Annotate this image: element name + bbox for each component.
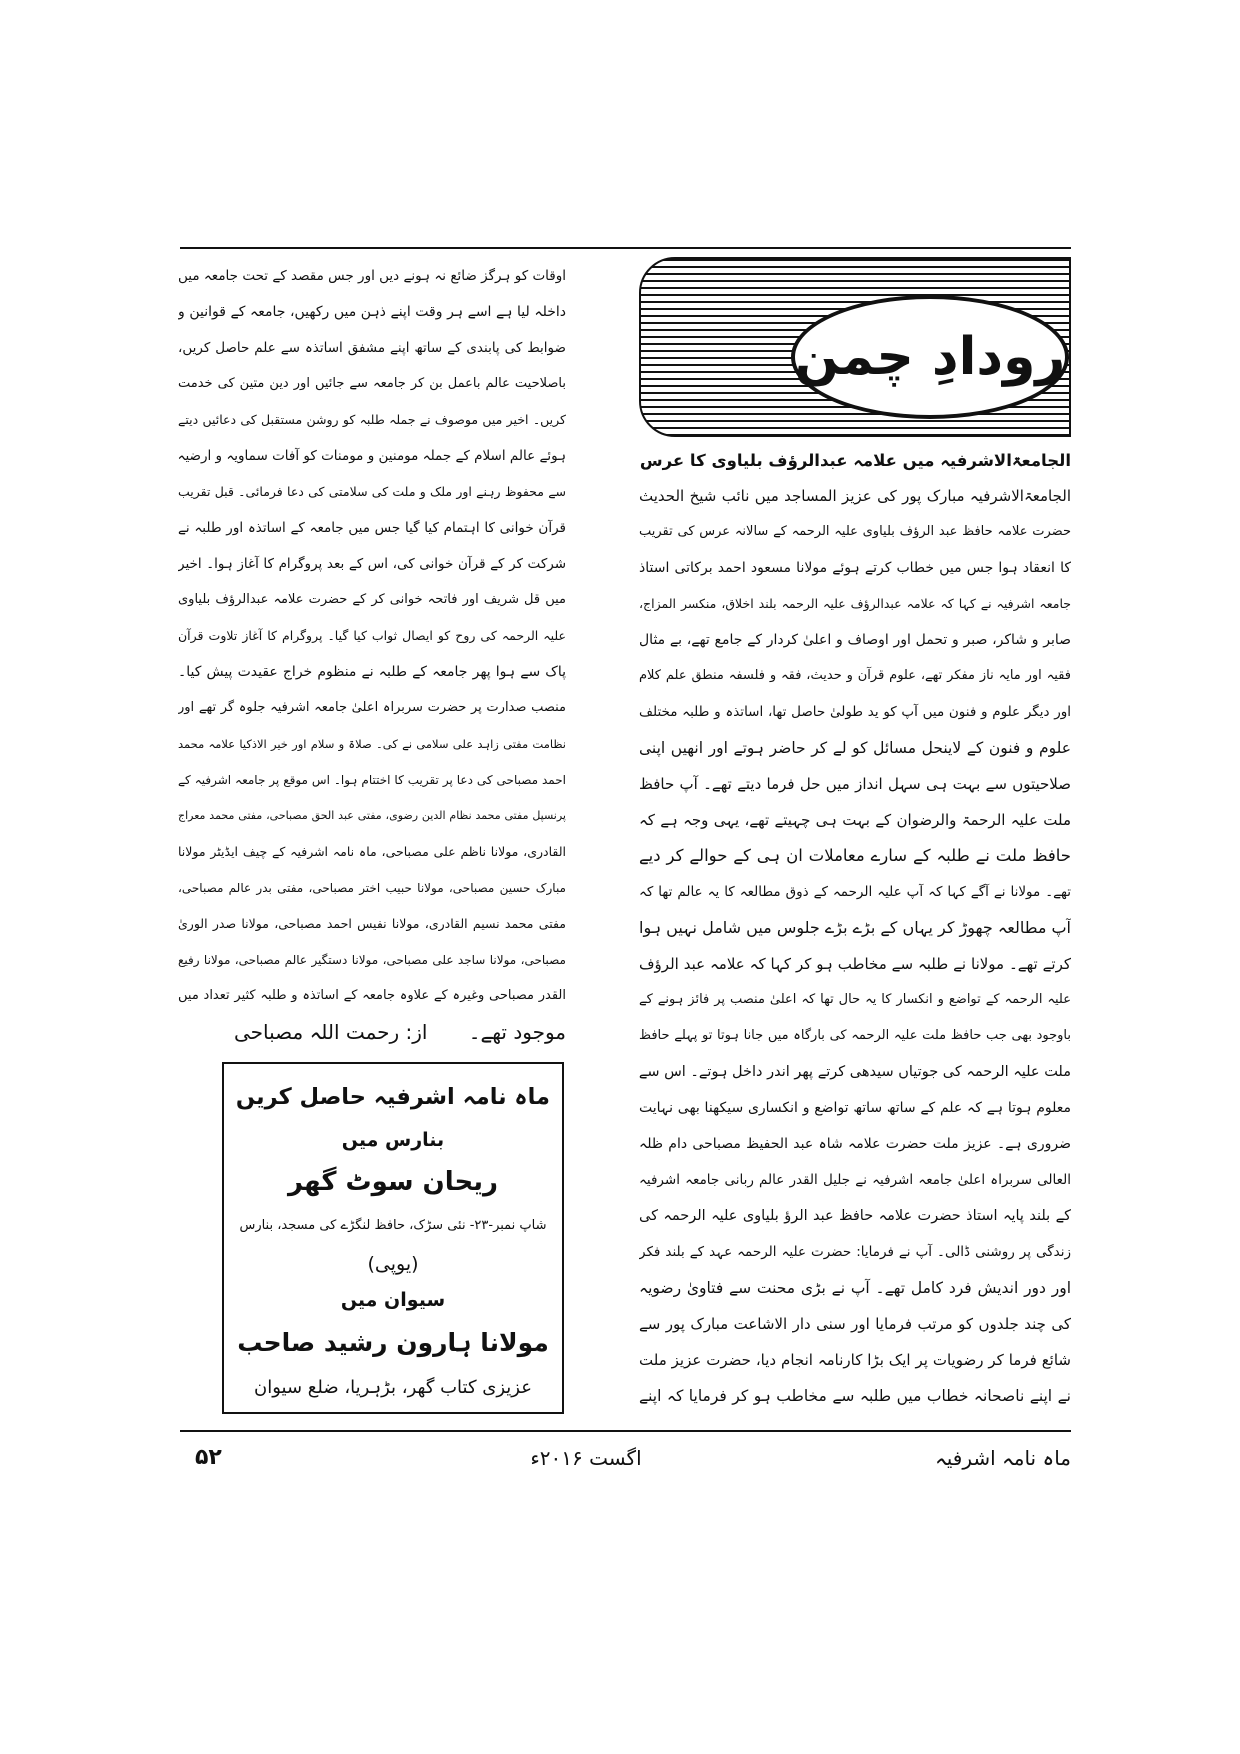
- text-line: [639, 1126, 1071, 1162]
- text-line-content: تھے۔ مولانا نے آگے کہا کہ آپ علیہ الرحمہ کے ذوق مطالعہ کا یہ عالم تھا کہ: [639, 884, 1071, 900]
- text-line-content: معلوم ہوتا ہے کہ علم کے ساتھ ساتھ تواضع و انکساری سیکھنا بھی نہایت: [639, 1100, 1071, 1116]
- text-line: [178, 546, 566, 582]
- advert-shop-1: [236, 1158, 550, 1206]
- text-line: [639, 1306, 1071, 1342]
- text-line-content: کرتے تھے۔ مولانا نے طلبہ سے مخاطب ہو کر کہا کہ علامہ عبد الرؤف: [639, 955, 1071, 973]
- text-line: [178, 978, 566, 1014]
- text-line-content: ہوئے عالم اسلام کے جملہ مومنین و مومنات کو آفات سماویہ و ارضیہ: [178, 448, 566, 464]
- advert-city-2: [236, 1282, 550, 1318]
- text-line: [639, 1234, 1071, 1270]
- text-line: [639, 910, 1071, 946]
- text-line: [178, 906, 566, 942]
- top-rule: [180, 247, 1071, 249]
- text-line-content: منصب صدارت پر حضرت سربراہ اعلیٰ جامعہ اشرفیہ جلوہ گر تھے اور: [178, 700, 566, 715]
- section-title: رودادِ چمن: [794, 327, 1066, 387]
- text-line-content: نے اپنے ناصحانہ خطاب میں طلبہ سے مخاطب ہو کر فرمایا کہ اپنے: [639, 1387, 1071, 1405]
- advert-shop-1-text: ریحان سوٹ گھر: [288, 1167, 498, 1197]
- text-line: [178, 690, 566, 726]
- text-line-content: کے بلند پایہ استاذ حضرت علامہ حافظ عبد الرؤ بلیاوی علیہ الرحمہ کی: [639, 1208, 1071, 1224]
- text-line-content: علیہ الرحمہ کی روح کو ایصال ثواب کیا گیا۔ پروگرام کا آغاز تلاوت قرآن: [178, 628, 566, 643]
- text-line-content: سے محفوظ رہنے اور ملک و ملت کی سلامتی کی دعا فرمائی۔ قبل تقریب: [178, 484, 566, 499]
- advert-address-2-text: عزیزی کتاب گھر، بڑہریا، ضلع سیوان: [254, 1377, 532, 1398]
- text-line-content: ملت علیہ الرحمہ کی جوتیاں سیدھی کرتے پھر اندر داخل ہوتے۔ اس سے: [639, 1064, 1071, 1080]
- advert-address-2: [236, 1368, 550, 1408]
- text-line: [639, 1054, 1071, 1090]
- text-line-content: ضروری ہے۔ عزیز ملت حضرت علامہ شاہ عبد الحفیظ مصباحی دام ظلہ: [639, 1136, 1071, 1152]
- text-line: [178, 834, 566, 870]
- text-line-content: ملت علیہ الرحمۃ والرضوان کے بہت ہی چہیتے تھے، یہی وجہ ہے کہ: [639, 811, 1071, 829]
- text-line-content: باوجود بھی جب حافظ ملت علیہ الرحمہ کی بارگاہ میں جانا ہوتا تو پہلے حافظ: [639, 1028, 1071, 1043]
- page-number: ۵۲: [195, 1445, 222, 1470]
- article-heading: [639, 444, 1071, 478]
- article-author: از: رحمت اللہ مصباحی: [234, 1020, 428, 1044]
- text-line: [178, 258, 566, 294]
- text-line-content: پرنسپل مفتی محمد نظام الدین رضوی، مفتی عبد الحق مصباحی، مفتی محمد معراج: [178, 809, 566, 822]
- text-line-content: شائع فرما کر رضویات پر ایک بڑا کارنامہ انجام دیا، حضرت عزیز ملت: [639, 1351, 1071, 1369]
- advert-title: [236, 1072, 550, 1122]
- text-line: [178, 330, 566, 366]
- advert-contact-2: [236, 1318, 550, 1368]
- text-line: [639, 514, 1071, 550]
- advert-address-1: [236, 1206, 550, 1246]
- text-line: [639, 802, 1071, 838]
- text-line-content: اور دور اندیش فرد کامل تھے۔ آپ نے بڑی محنت سے فتاویٰ رضویہ: [639, 1279, 1071, 1297]
- advert-city-2-text: سیوان میں: [340, 1289, 446, 1311]
- text-line-content: اور دیگر علوم و فنون میں آپ کو ید طولیٰ حاصل تھا، اساتذہ و طلبہ مختلف: [639, 704, 1071, 720]
- text-line-content: نظامت مفتی زاہد علی سلامی نے کی۔ صلاۃ و سلام اور خیر الاذکیا علامہ محمد: [178, 737, 566, 751]
- text-line-content: ضوابط کی پابندی کے ساتھ اپنے مشفق اساتذہ سے علم حاصل کریں،: [178, 340, 566, 356]
- text-line: [178, 942, 566, 978]
- text-line-content: الجامعۃالاشرفیہ مبارک پور کی عزیز المساجد میں نائب شیخ الحدیث: [639, 487, 1071, 505]
- text-line-content: علوم و فنون کے لاینحل مسائل کو لے کر حاضر ہوتے اور انھیں اپنی: [639, 739, 1071, 757]
- text-line: [639, 622, 1071, 658]
- text-line: [639, 1090, 1071, 1126]
- advert-city-1: [236, 1122, 550, 1158]
- text-line-content: جامعہ اشرفیہ نے کہا کہ علامہ عبدالرؤف علیہ الرحمہ بلند اخلاق، منکسر المزاج،: [639, 596, 1071, 611]
- text-line: [639, 766, 1071, 802]
- left-column-body: [178, 258, 566, 1014]
- text-line: [639, 1018, 1071, 1054]
- text-line: [639, 1342, 1071, 1378]
- text-line: [178, 798, 566, 834]
- advert-state-1-text: (یوپی): [367, 1253, 419, 1275]
- text-line-content: شرکت کر کے قرآن خوانی کی، اس کے بعد پروگرام کا آغاز ہوا۔ اخیر: [178, 556, 566, 572]
- text-line-content: مصباحی، مولانا ساجد علی مصباحی، مولانا دستگیر عالم مصباحی، مولانا رفیع: [178, 953, 566, 967]
- text-line-content: صابر و شاکر، صبر و تحمل اور اوصاف و اعلیٰ کردار کے جامع تھے، بے مثال: [639, 632, 1071, 648]
- footer-rule: [180, 1430, 1071, 1432]
- text-line: [639, 1198, 1071, 1234]
- advert-box: [222, 1062, 564, 1414]
- text-line-content: زندگی پر روشنی ڈالی۔ آپ نے فرمایا: حضرت علیہ الرحمہ عہد کے بلند فکر: [639, 1244, 1071, 1260]
- text-line-content: آپ مطالعہ چھوڑ کر یہاں کے بڑے بڑے جلوس میں شامل نہیں ہوا: [639, 918, 1071, 937]
- text-line-content: میں قل شریف اور فاتحہ خوانی کر کے حضرت علامہ عبدالرؤف بلیاوی: [178, 592, 566, 607]
- advert-contact-2-text: مولانا ہارون رشید صاحب: [237, 1328, 549, 1357]
- text-line: [639, 1270, 1071, 1306]
- text-line-content: حافظ ملت نے طلبہ کے سارے معاملات ان ہی کے حوالے کر دیے: [639, 846, 1071, 865]
- text-line: [178, 582, 566, 618]
- text-line-content: قرآن خوانی کا اہتمام کیا گیا جس میں جامعہ کے اساتذہ اور طلبہ نے: [178, 520, 566, 536]
- text-line-content: القادری، مولانا ناظم علی مصباحی، ماہ نامہ اشرفیہ کے چیف ایڈیٹر مولانا: [178, 844, 566, 859]
- text-line-content: العالی سربراہ اعلیٰ جامعہ اشرفیہ نے جلیل القدر عالم ربانی جامعہ اشرفیہ: [639, 1172, 1071, 1188]
- footer-magazine-name: ماہ نامہ اشرفیہ: [935, 1446, 1071, 1470]
- text-line: [639, 658, 1071, 694]
- text-line: [178, 366, 566, 402]
- text-line-content: القدر مصباحی وغیرہ کے علاوہ جامعہ کے اساتذہ و طلبہ کثیر تعداد میں: [178, 988, 566, 1003]
- text-line-content: مفتی محمد نسیم القادری، مولانا نفیس احمد مصباحی، مولانا صدر الوریٰ: [178, 916, 566, 931]
- text-line: [178, 762, 566, 798]
- text-line-content: مبارک حسین مصباحی، مولانا حبیب اختر مصباحی، مفتی بدر عالم مصباحی،: [178, 881, 566, 895]
- text-line-content: احمد مصباحی کی دعا پر تقریب کا اختتام ہوا۔ اس موقع پر جامعہ اشرفیہ کے: [178, 773, 566, 787]
- text-line: [639, 586, 1071, 622]
- text-line: [639, 982, 1071, 1018]
- text-line: [639, 730, 1071, 766]
- article-heading-text: الجامعۃالاشرفیہ میں علامہ عبدالرؤف بلیاوی کا عرس: [639, 451, 1071, 470]
- text-line: [178, 870, 566, 906]
- text-line: [639, 694, 1071, 730]
- advert-city-1-text: بنارس میں: [341, 1129, 445, 1151]
- text-line: [639, 478, 1071, 514]
- text-line: [639, 874, 1071, 910]
- footer-issue-date: اگست ۲۰۱۶ء: [530, 1446, 642, 1470]
- text-line-content: باصلاحیت عالم باعمل بن کر جامعہ سے جائیں اور دین متین کی خدمت: [178, 376, 566, 391]
- text-line: [178, 294, 566, 330]
- text-line-content: فقیہ اور مایہ ناز مفکر تھے، علوم قرآن و حدیث، فقہ و فلسفہ منطق علم کلام: [639, 668, 1071, 683]
- text-line: [639, 946, 1071, 982]
- text-line: [178, 402, 566, 438]
- text-line: [178, 726, 566, 762]
- text-line-content: کریں۔ اخیر میں موصوف نے جملہ طلبہ کو روشن مستقبل کی دعائیں دیتے: [178, 412, 566, 427]
- text-line-content: اوقات کو ہرگز ضائع نہ ہونے دیں اور جس مقصد کے تحت جامعہ میں: [178, 268, 566, 284]
- advert-title-text: ماہ نامہ اشرفیہ حاصل کریں: [236, 1084, 550, 1110]
- text-line-content: کا انعقاد ہوا جس میں خطاب کرتے ہوئے مولانا مسعود احمد برکاتی استاذ: [639, 560, 1071, 576]
- text-line: [639, 1162, 1071, 1198]
- article-closing-row: [178, 1014, 566, 1050]
- advert-state-1: [236, 1246, 550, 1282]
- text-line-content: پاک سے ہوا پھر جامعہ کے طلبہ نے منظوم خراج عقیدت پیش کیا۔: [178, 664, 566, 680]
- text-line-content: داخلہ لیا ہے اسے ہر وقت اپنے ذہن میں رکھیں، جامعہ کے قوانین و: [178, 304, 566, 320]
- advert-address-1-text: شاپ نمبر-۲۳- نئی سڑک، حافظ لنگڑے کی مسجد، بنارس: [239, 1218, 547, 1233]
- right-column-body: [639, 478, 1071, 1414]
- text-line-content: علیہ الرحمہ کے تواضع و انکسار کا یہ حال تھا کہ اعلیٰ منصب پر فائز ہونے کے: [639, 992, 1071, 1007]
- text-line: [178, 618, 566, 654]
- text-line-content: حضرت علامہ حافظ عبد الرؤف بلیاوی علیہ الرحمہ کے سالانہ عرس کی تقریب: [639, 524, 1071, 539]
- text-line: [178, 510, 566, 546]
- text-line: [639, 1378, 1071, 1414]
- text-line-content: صلاحیتوں سے بہت ہی سہل انداز میں حل فرما دیتے تھے۔ آپ حافظ: [639, 775, 1071, 793]
- section-title-oval: [791, 295, 1069, 419]
- text-line-content: کی چند جلدوں کو مرتب فرمایا اور سنی دار الاشاعت مبارک پور سے: [639, 1315, 1071, 1333]
- text-line: [178, 438, 566, 474]
- closing-line: موجود تھے۔: [468, 1020, 566, 1044]
- text-line: [639, 838, 1071, 874]
- text-line: [639, 550, 1071, 586]
- text-line: [178, 474, 566, 510]
- text-line: [178, 654, 566, 690]
- section-header-box: [639, 257, 1071, 437]
